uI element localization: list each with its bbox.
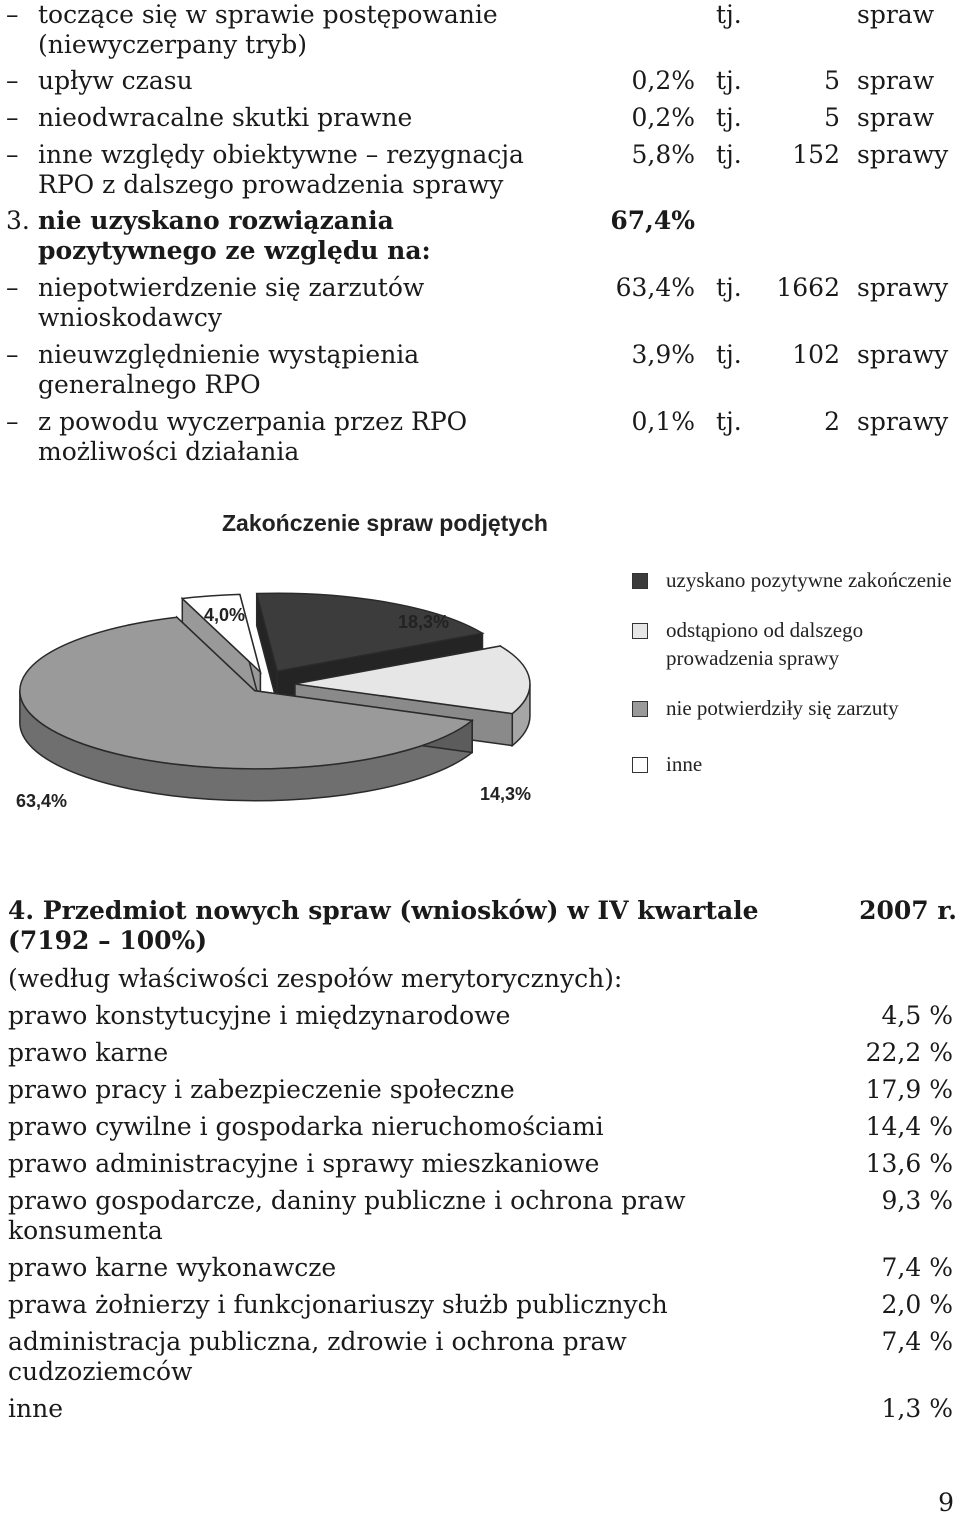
data-label-unconfirmed: 63,4% xyxy=(16,791,68,811)
legend-swatch xyxy=(632,701,648,717)
item-percent: 0,1% xyxy=(631,407,695,436)
row-label: prawo cywilne i gospodarka nieruchomościami xyxy=(8,1112,604,1141)
item-tj: tj. xyxy=(716,66,742,95)
item-label: niepotwierdzenie się zarzutów wnioskodawcy xyxy=(38,273,425,332)
row-label: prawa żołnierzy i funkcjonariuszy służb publicznych xyxy=(8,1290,668,1319)
row-value: 4,5 % xyxy=(881,1001,953,1030)
item-tj: tj. xyxy=(716,0,742,29)
section4-heading-text: 4. Przedmiot nowych spraw (wniosków) w IV kwartale xyxy=(8,896,759,925)
row-value: 1,3 % xyxy=(881,1394,953,1423)
table-row xyxy=(8,1038,953,1068)
row-label: prawo konstytucyjne i międzynarodowe xyxy=(8,1001,511,1030)
legend-label: odstąpiono od dalszego prowadzenia sprawy xyxy=(666,618,864,670)
item-percent: 3,9% xyxy=(631,340,695,369)
row-value: 17,9 % xyxy=(865,1075,953,1104)
dash: – xyxy=(6,407,19,436)
item-label: nieodwracalne skutki prawne xyxy=(38,103,413,132)
item-count: 5 xyxy=(824,66,840,95)
item-label: inne względy obiektywne – rezygnacja RPO z dalszego prowadzenia sprawy xyxy=(38,140,524,199)
item-unit: spraw xyxy=(857,66,935,95)
chart-legend xyxy=(632,566,952,778)
row-value: 7,4 % xyxy=(881,1253,953,1282)
item-label: upływ czasu xyxy=(38,66,193,95)
item-count: 152 xyxy=(792,140,840,169)
data-label-other: 4,0% xyxy=(204,605,246,625)
row-label: prawo karne xyxy=(8,1038,169,1067)
page-number: 9 xyxy=(938,1488,954,1517)
table-row xyxy=(8,1001,953,1031)
item-label: nieuwzględnienie wystąpienia generalnego RPO xyxy=(38,340,420,399)
table-row xyxy=(8,1253,953,1283)
item-tj: tj. xyxy=(716,407,742,436)
row-value: 14,4 % xyxy=(865,1112,953,1141)
row-label: administracja publiczna, zdrowie i ochrona praw cudzoziemców xyxy=(8,1327,627,1386)
item-tj: tj. xyxy=(716,103,742,132)
legend-swatch xyxy=(632,573,648,589)
item-count: 5 xyxy=(824,103,840,132)
row-value: 22,2 % xyxy=(865,1038,953,1067)
item-percent: 63,4% xyxy=(615,273,695,302)
legend-item xyxy=(632,694,952,722)
section4-heading xyxy=(8,896,957,926)
data-label-withdrawn: 14,3% xyxy=(480,784,532,804)
row-label: prawo gospodarcze, daniny publiczne i ochrona praw konsumenta xyxy=(8,1186,686,1245)
item-label: z powodu wyczerpania przez RPO możliwości działania xyxy=(38,407,468,466)
row-value: 7,4 % xyxy=(881,1327,953,1356)
pie-chart xyxy=(0,560,620,840)
item-percent: 5,8% xyxy=(631,140,695,169)
dash: – xyxy=(6,273,19,302)
item-unit: sprawy xyxy=(857,340,949,369)
item-unit: sprawy xyxy=(857,140,949,169)
legend-label: nie potwierdziły się zarzuty xyxy=(666,696,899,720)
table-row xyxy=(8,1149,953,1179)
section-percent: 67,4% xyxy=(610,206,695,235)
chart-title: Zakończenie spraw podjętych xyxy=(222,510,548,536)
table-row xyxy=(8,1186,953,1246)
row-value: 13,6 % xyxy=(865,1149,953,1178)
legend-label: uzyskano pozytywne zakończenie xyxy=(666,568,952,592)
item-percent: 0,2% xyxy=(631,103,695,132)
item-unit: sprawy xyxy=(857,273,949,302)
legend-item xyxy=(632,616,952,672)
table-row xyxy=(8,1290,953,1320)
dash: – xyxy=(6,66,19,95)
row-value: 2,0 % xyxy=(881,1290,953,1319)
legend-swatch xyxy=(632,623,648,639)
item-unit: spraw xyxy=(857,0,935,29)
section-label: nie uzyskano rozwiązania pozytywnego ze względu na: xyxy=(38,206,431,265)
row-label: prawo karne wykonawcze xyxy=(8,1253,337,1282)
dash: – xyxy=(6,140,19,169)
row-label: inne xyxy=(8,1394,63,1423)
item-count: 102 xyxy=(792,340,840,369)
item-tj: tj. xyxy=(716,140,742,169)
table-row xyxy=(8,1327,953,1387)
pie-slices xyxy=(20,593,530,801)
legend-swatch xyxy=(632,757,648,773)
section4-subheading: (według właściwości zespołów merytorycznych): xyxy=(8,964,623,993)
table-row xyxy=(8,1394,953,1424)
item-label: toczące się w sprawie postępowanie (niewyczerpany tryb) xyxy=(38,0,498,59)
dash: – xyxy=(6,0,19,29)
table-row xyxy=(8,1075,953,1105)
section-number: 3. xyxy=(6,206,30,235)
section4-year: 2007 r. xyxy=(859,896,957,925)
item-tj: tj. xyxy=(716,273,742,302)
row-label: prawo pracy i zabezpieczenie społeczne xyxy=(8,1075,515,1104)
dash: – xyxy=(6,340,19,369)
item-percent: 0,2% xyxy=(631,66,695,95)
item-tj: tj. xyxy=(716,340,742,369)
item-count: 1662 xyxy=(776,273,840,302)
row-label: prawo administracyjne i sprawy mieszkaniowe xyxy=(8,1149,600,1178)
dash: – xyxy=(6,103,19,132)
data-label-positive: 18,3% xyxy=(398,612,450,632)
row-value: 9,3 % xyxy=(881,1186,953,1215)
legend-item xyxy=(632,566,952,594)
section4 xyxy=(8,896,957,1424)
item-unit: spraw xyxy=(857,103,935,132)
item-unit: sprawy xyxy=(857,407,949,436)
table-row xyxy=(8,1112,953,1142)
legend-label: inne xyxy=(666,752,703,776)
item-count: 2 xyxy=(824,407,840,436)
legend-item xyxy=(632,750,952,778)
section4-total: (7192 – 100%) xyxy=(8,926,208,955)
